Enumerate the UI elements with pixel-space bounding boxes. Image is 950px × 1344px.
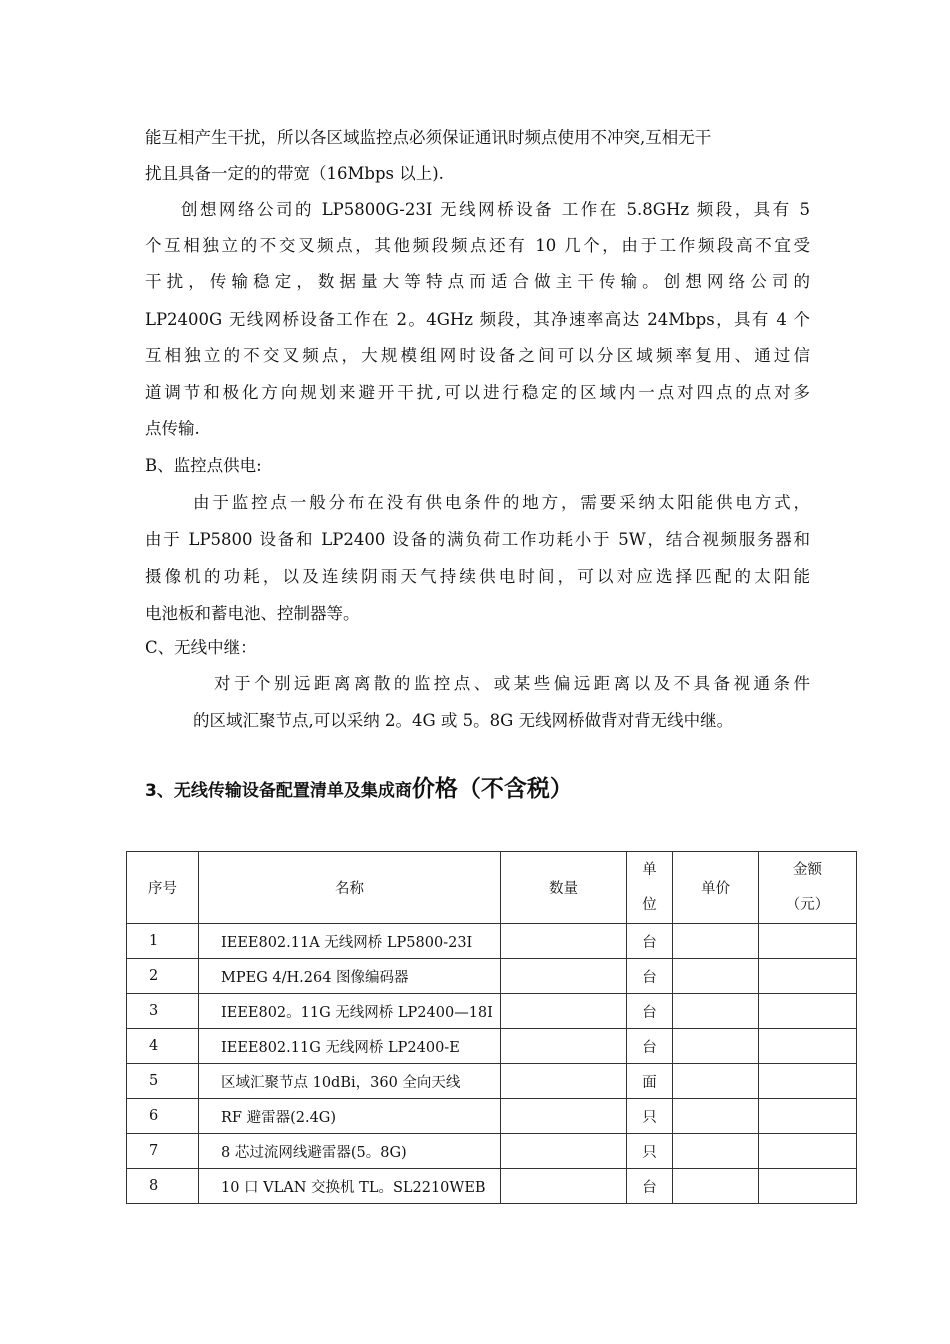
- table-header-row: [127, 852, 857, 924]
- paragraph-line: 能互相产生干扰，所以各区域监控点必须保证通讯时频点使用不冲突,互相无干: [145, 128, 712, 147]
- section-heading-emphasis: 价格（不含税）: [411, 776, 573, 802]
- paragraph-line: 个互相独立的不交叉频点，其他频段频点还有 10 几个，由于工作频段高不宜受: [145, 236, 810, 255]
- cell-amount: [759, 1169, 857, 1204]
- cell-amount: [759, 924, 857, 959]
- cell-unit-price: [673, 924, 759, 959]
- cell-amount: [759, 1134, 857, 1169]
- cell-name: 10 口 VLAN 交换机 TL。SL2210WEB: [199, 1169, 501, 1204]
- cell-index: 4: [127, 1029, 199, 1064]
- cell-unit: 台: [627, 924, 673, 959]
- paragraph-line: 点传输.: [145, 419, 200, 438]
- cell-name: RF 避雷器(2.4G): [199, 1099, 501, 1134]
- paragraph-line: LP2400G 无线网桥设备工作在 2。4GHz 频段，其净速率高达 24Mbps，具有 4 个: [145, 310, 810, 329]
- cell-unit: 只: [627, 1099, 673, 1134]
- paragraph-line: 由于 LP5800 设备和 LP2400 设备的满负荷工作功耗小于 5W，结合视频服务器和: [145, 530, 810, 549]
- header-unit-line2: 位: [642, 896, 657, 913]
- cell-amount: [759, 994, 857, 1029]
- cell-quantity: [501, 924, 627, 959]
- cell-index: 1: [127, 924, 199, 959]
- paragraph-line: 道调节和极化方向规划来避开干扰,可以进行稳定的区域内一点对四点的点对多: [145, 383, 810, 402]
- table-row: [127, 959, 857, 994]
- paragraph-line: 创想网络公司的 LP5800G-23I 无线网桥设备 工作在 5.8GHz 频段，具有 5: [181, 200, 810, 219]
- equipment-price-table: [126, 851, 857, 1204]
- header-name: 名称: [199, 852, 501, 924]
- cell-unit-price: [673, 1029, 759, 1064]
- cell-unit-price: [673, 1134, 759, 1169]
- cell-quantity: [501, 1099, 627, 1134]
- cell-quantity: [501, 1169, 627, 1204]
- section-label-c: C、无线中继：: [145, 638, 257, 657]
- cell-amount: [759, 1029, 857, 1064]
- cell-name: IEEE802.11A 无线网桥 LP5800-23I: [199, 924, 501, 959]
- cell-name: IEEE802。11G 无线网桥 LP2400—18I: [199, 994, 501, 1029]
- table-row: [127, 1134, 857, 1169]
- header-index: 序号: [127, 852, 199, 924]
- cell-quantity: [501, 959, 627, 994]
- header-unit-line1: 单: [642, 861, 657, 878]
- cell-amount: [759, 1099, 857, 1134]
- cell-index: 2: [127, 959, 199, 994]
- cell-unit: 台: [627, 1169, 673, 1204]
- cell-quantity: [501, 1029, 627, 1064]
- cell-unit: 只: [627, 1134, 673, 1169]
- cell-name: 区域汇聚节点 10dBi，360 全向天线: [199, 1064, 501, 1099]
- header-unit: [627, 852, 673, 924]
- paragraph-line: 对于个别远距离离散的监控点、或某些偏远距离以及不具备视通条件: [214, 674, 810, 693]
- table-row: [127, 994, 857, 1029]
- table-row: [127, 1169, 857, 1204]
- paragraph-line: 干扰，传输稳定，数据量大等特点而适合做主干传输。创想网络公司的: [145, 272, 810, 291]
- section-heading-main: 3、无线传输设备配置清单及集成商: [145, 781, 412, 801]
- section-label-b: B、监控点供电:: [145, 456, 262, 475]
- cell-name: MPEG 4/H.264 图像编码器: [199, 959, 501, 994]
- table-row: [127, 1064, 857, 1099]
- cell-index: 5: [127, 1064, 199, 1099]
- table-row: [127, 1099, 857, 1134]
- header-quantity: 数量: [501, 852, 627, 924]
- paragraph-line: 扰且具备一定的的带宽（16Mbps 以上).: [145, 164, 444, 183]
- header-unit-price: 单价: [673, 852, 759, 924]
- cell-index: 3: [127, 994, 199, 1029]
- table-row: [127, 1029, 857, 1064]
- cell-quantity: [501, 1064, 627, 1099]
- header-amount-line1: 金额: [793, 861, 822, 878]
- cell-unit: 台: [627, 1029, 673, 1064]
- cell-unit-price: [673, 1064, 759, 1099]
- cell-unit-price: [673, 1099, 759, 1134]
- cell-quantity: [501, 994, 627, 1029]
- cell-index: 8: [127, 1169, 199, 1204]
- header-amount-line2: （元）: [785, 896, 830, 913]
- paragraph-line: 的区域汇聚节点,可以采纳 2。4G 或 5。8G 无线网桥做背对背无线中继。: [193, 711, 734, 730]
- cell-quantity: [501, 1134, 627, 1169]
- cell-amount: [759, 1064, 857, 1099]
- cell-unit-price: [673, 994, 759, 1029]
- cell-unit-price: [673, 959, 759, 994]
- paragraph-line: 摄像机的功耗，以及连续阴雨天气持续供电时间，可以对应选择匹配的太阳能: [145, 567, 810, 586]
- cell-unit: 台: [627, 994, 673, 1029]
- paragraph-line: 电池板和蓄电池、控制器等。: [145, 604, 360, 623]
- cell-unit: 面: [627, 1064, 673, 1099]
- paragraph-line: 互相独立的不交叉频点，大规模组网时设备之间可以分区域频率复用、通过信: [145, 346, 810, 365]
- cell-name: IEEE802.11G 无线网桥 LP2400-E: [199, 1029, 501, 1064]
- cell-index: 6: [127, 1099, 199, 1134]
- cell-unit-price: [673, 1169, 759, 1204]
- paragraph-line: 由于监控点一般分布在没有供电条件的地方，需要采纳太阳能供电方式，: [193, 493, 810, 512]
- cell-name: 8 芯过流网线避雷器(5。8G): [199, 1134, 501, 1169]
- header-amount: [759, 852, 857, 924]
- cell-index: 7: [127, 1134, 199, 1169]
- cell-amount: [759, 959, 857, 994]
- table-row: [127, 924, 857, 959]
- cell-unit: 台: [627, 959, 673, 994]
- section-heading: [145, 776, 573, 804]
